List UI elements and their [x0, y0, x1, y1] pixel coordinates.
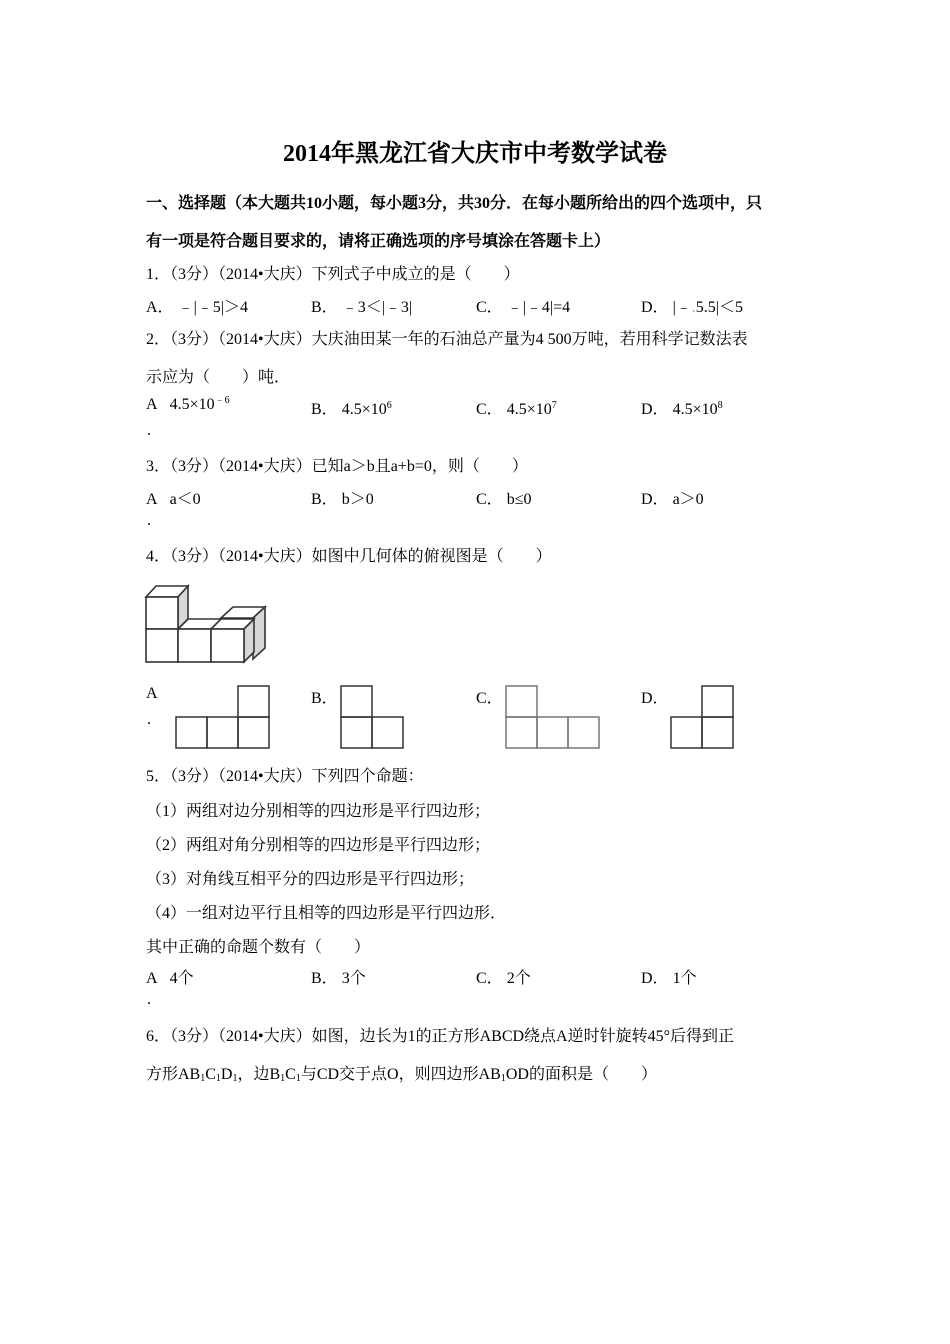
q4-option-b-label[interactable]: B． [311, 690, 338, 707]
text: 方形AB [146, 1066, 201, 1083]
statement-3: （3）对角线互相平分的四边形是平行四边形； [146, 871, 475, 888]
exponent: 6 [386, 400, 392, 411]
option-text: b＞0 [341, 491, 374, 508]
question-1-stem: 1．（3分）（2014•大庆）下列式子中成立的是（ ） [146, 266, 520, 283]
option-text: 1个 [672, 970, 697, 987]
q4-option-a-dot: . [147, 711, 151, 728]
option-label: A． [146, 299, 174, 316]
q5-option-d[interactable] [641, 965, 697, 988]
q2-option-a-dot: . [147, 422, 151, 439]
option-label: C． [476, 970, 503, 987]
question-6-stem-line1: 6．（3分）（2014•大庆）如图，边长为1的正方形ABCD绕点A逆时针旋转45°后得到正 [146, 1028, 735, 1045]
option-text: ﹣3＜|﹣3| [341, 299, 413, 316]
option-label: D． [641, 401, 669, 418]
option-text: 4.5×10 [169, 396, 215, 413]
subscript: 1 [232, 1073, 238, 1084]
option-label: B． [311, 491, 338, 508]
page-title: 2014年黑龙江省大庆市中考数学试卷 [283, 141, 667, 167]
option-label: B． [311, 970, 338, 987]
section-instructions-line2: 有一项是符合题目要求的，请将正确选项的序号填涂在答题卡上） [146, 233, 611, 250]
option-label: D． [641, 970, 669, 987]
q3-option-a-dot: . [147, 512, 151, 529]
option-text: ﹣|﹣5|＞4 [177, 299, 248, 316]
statement-4: （4）一组对边平行且相等的四边形是平行四边形． [146, 905, 507, 922]
text: C [205, 1066, 216, 1083]
subscript: 1 [280, 1073, 286, 1084]
square [671, 717, 702, 748]
question-2-stem-line1: 2．（3分）（2014•大庆）大庆油田某一年的石油总产量为4 500万吨，若用科学记数法表 [146, 331, 748, 348]
exponent: 8 [717, 400, 723, 411]
question-6-stem-line2 [146, 1061, 657, 1084]
subscript: 1 [215, 1073, 221, 1084]
option-text: 4.5×10 [506, 401, 552, 418]
option-text: b≤0 [506, 491, 532, 508]
option-text: ﹣|﹣4|=4 [506, 299, 571, 316]
q5-option-a-dot: . [147, 991, 151, 1008]
option-text: 2个 [506, 970, 531, 987]
square [702, 717, 733, 748]
section-instructions-line1: 一、选择题（本大题共10小题，每小题3分，共30分．在每小题所给出的四个选项中，只 [146, 195, 763, 212]
option-label: A [146, 970, 158, 987]
option-label: B． [311, 299, 338, 316]
option-text: 4个 [169, 970, 194, 987]
exponent: 7 [551, 400, 557, 411]
option-label: A [146, 396, 158, 413]
q4-option-a-label[interactable]: A [146, 685, 158, 702]
statement-2: （2）两组对角分别相等的四边形是平行四边形； [146, 837, 491, 854]
subscript: 1 [295, 1073, 301, 1084]
question-2-stem-line2: 示应为（ ）吨． [146, 369, 291, 386]
exponent: ﹣6 [214, 395, 230, 406]
option-text-post: 5.5|＜5 [695, 299, 743, 316]
option-text-pre: |﹣ [672, 299, 692, 316]
option-text: a＞0 [672, 491, 704, 508]
option-text: 4.5×10 [341, 401, 387, 418]
question-5-stem: 5．（3分）（2014•大庆）下列四个命题： [146, 768, 424, 785]
option-text: a＜0 [169, 491, 201, 508]
q5-option-a[interactable] [146, 965, 194, 988]
question-5-prompt: 其中正确的命题个数有（ ） [146, 939, 371, 956]
text: ，边B [237, 1066, 281, 1083]
option-label: B． [311, 401, 338, 418]
option-label: D． [641, 491, 669, 508]
text: C [285, 1066, 296, 1083]
text: D [220, 1066, 233, 1083]
stray-dot: . [691, 299, 696, 316]
q4-option-c-label[interactable]: C． [476, 690, 503, 707]
option-label: D． [641, 299, 669, 316]
option-label: A [146, 491, 158, 508]
option-label: C． [476, 299, 503, 316]
statement-1: （1）两组对边分别相等的四边形是平行四边形； [146, 803, 491, 820]
option-text: 4.5×10 [672, 401, 718, 418]
q5-option-c[interactable] [476, 965, 531, 988]
square [702, 686, 733, 717]
option-label: C． [476, 401, 503, 418]
q4-option-d-label[interactable]: D． [641, 690, 669, 707]
option-label: C． [476, 491, 503, 508]
subscript: 1 [200, 1073, 206, 1084]
q5-option-b[interactable] [311, 965, 366, 988]
question-4-stem: 4．（3分）（2014•大庆）如图中几何体的俯视图是（ ） [146, 548, 552, 565]
text: OD的面积是（ ） [505, 1066, 657, 1083]
text: 与CD交于点O，则四边形AB [300, 1066, 501, 1083]
subscript: 1 [500, 1073, 506, 1084]
option-text: 3个 [341, 970, 366, 987]
question-3-stem: 3．（3分）（2014•大庆）已知a＞b且a+b=0，则（ ） [146, 458, 528, 475]
